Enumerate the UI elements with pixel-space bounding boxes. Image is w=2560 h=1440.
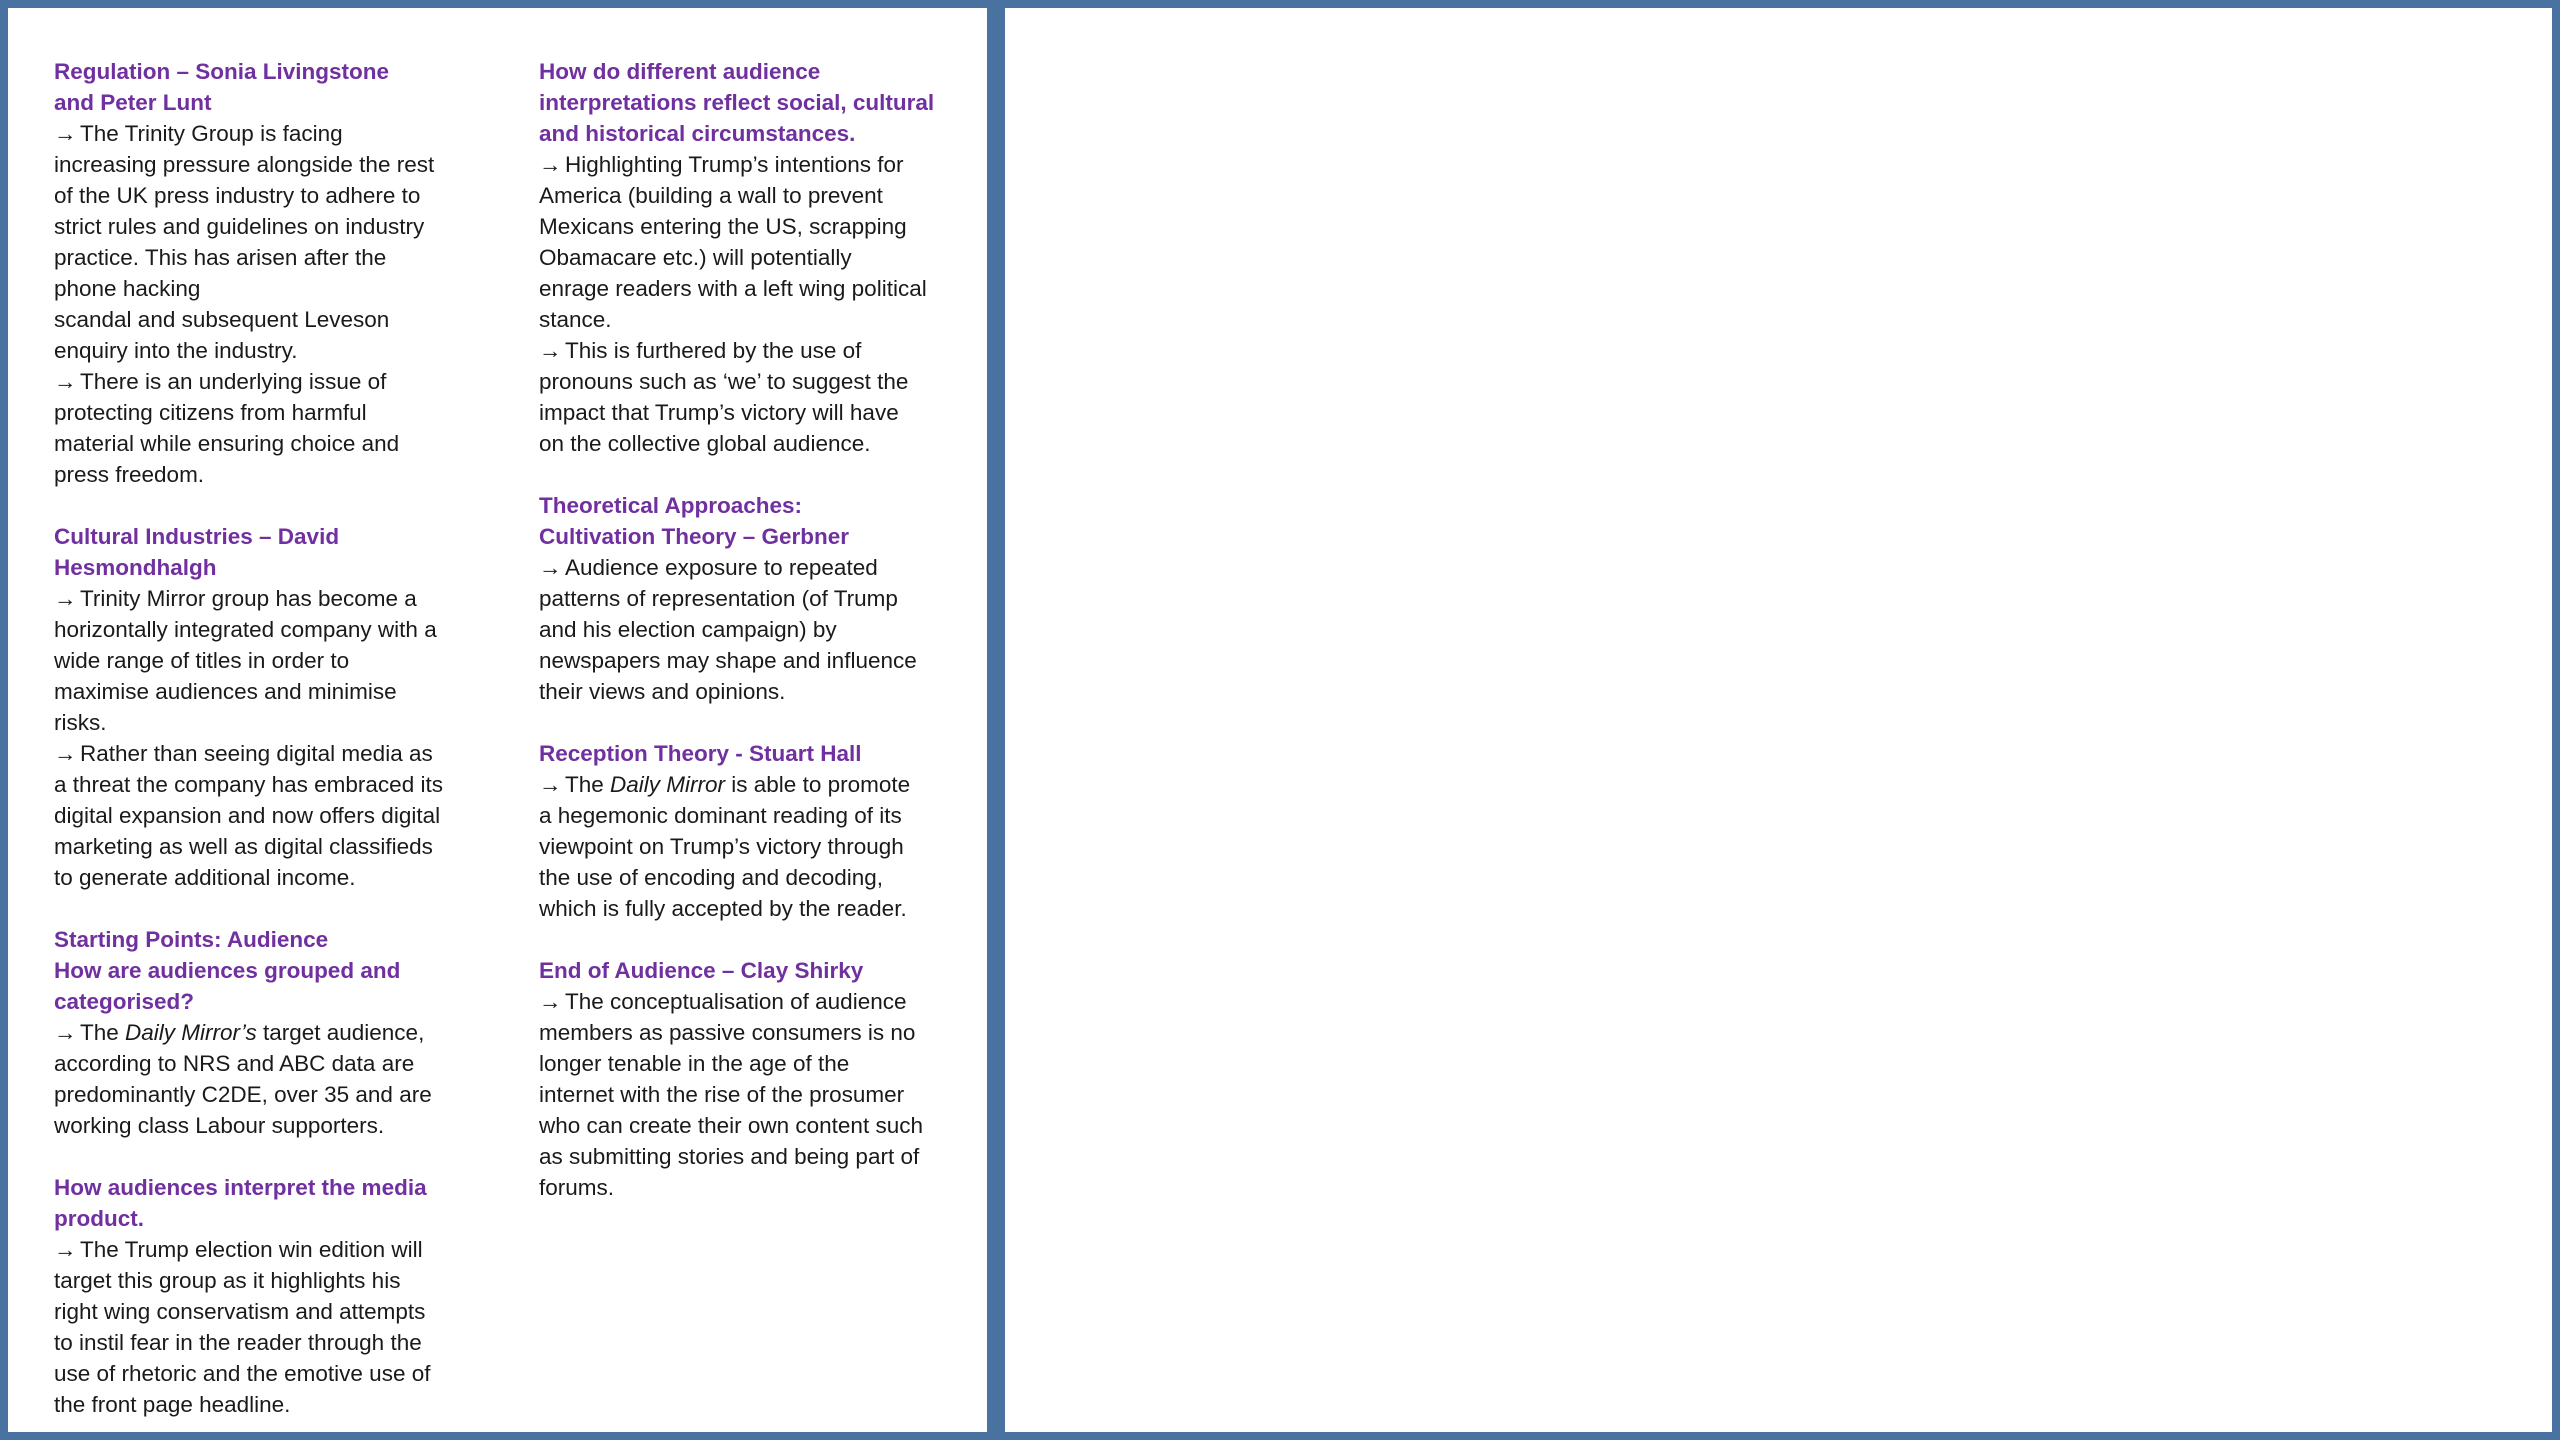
section-heading-interpretations: How do different audience interpretations reflect social, cultural and historical circumstances. (539, 59, 935, 146)
section-heading-interpret: How audiences interpret the media product. (54, 1175, 427, 1231)
bullet-point: → The Trinity Group is facing increasing pressure alongside the rest of the UK press industry to adhere to strict rules and guidelines on industry practice. This has arisen after the phone hacking scandal and subsequent Leveson enquiry into the industry. (54, 118, 479, 366)
bullet-point: → The conceptualisation of audience members as passive consumers is no longer tenable in the age of the internet with the rise of the prosumer who can create their own content such as submitting stories and being part of forums. (539, 986, 969, 1203)
arrow-icon: → (54, 1237, 77, 1262)
section-heading-reception: Reception Theory - Stuart Hall (539, 741, 862, 766)
arrow-icon: → (539, 989, 562, 1014)
section-heading-theoretical: Theoretical Approaches: Cultivation Theory – Gerbner (539, 493, 850, 549)
right-page-blank (1005, 8, 2552, 1432)
arrow-icon: → (539, 555, 562, 580)
arrow-icon: → (54, 586, 77, 611)
section-heading-regulation: Regulation – Sonia Livingstone and Peter Lunt (54, 59, 390, 115)
bullet-point: → The Daily Mirror is able to promote a hegemonic dominant reading of its viewpoint on Trump’s victory through the use of encoding and decoding, which is fully accepted by the reader. (539, 769, 969, 924)
bullet-point: → The Daily Mirror’s target audience, according to NRS and ABC data are predominantly C2DE, over 35 and are working class Labour supporters. (54, 1017, 479, 1141)
bullet-point: → The Trump election win edition will target this group as it highlights his right wing conservatism and attempts to instil fear in the reader through the use of rhetoric and the emotive use of the front page headline. (54, 1234, 479, 1420)
bullet-point: → There is an underlying issue of protecting citizens from harmful material while ensuring choice and press freedom. (54, 366, 479, 490)
arrow-icon: → (54, 369, 77, 394)
section-heading-end-of-audience: End of Audience – Clay Shirky (539, 958, 864, 983)
arrow-icon: → (54, 121, 77, 146)
bullet-point: → This is furthered by the use of pronouns such as ‘we’ to suggest the impact that Trump’s victory will have on the collective global audience. (539, 335, 969, 459)
section-heading-starting-points: Starting Points: Audience How are audiences grouped and categorised? (54, 927, 401, 1014)
section-heading-cultural-industries: Cultural Industries – David Hesmondhalgh (54, 524, 340, 580)
bullet-point: → Rather than seeing digital media as a threat the company has embraced its digital expansion and now offers digital marketing as well as digital classifieds to generate additional income. (54, 738, 479, 893)
arrow-icon: → (539, 772, 562, 797)
arrow-icon: → (54, 1020, 77, 1045)
arrow-icon: → (539, 152, 562, 177)
bullet-point: → Highlighting Trump’s intentions for America (building a wall to prevent Mexicans entering the US, scrapping Obamacare etc.) will potentially enrage readers with a left wing political stance. (539, 149, 969, 335)
left-page (8, 8, 987, 1432)
left-text-column (54, 56, 479, 1420)
bullet-point: → Audience exposure to repeated patterns of representation (of Trump and his election campaign) by newspapers may shape and influence their views and opinions. (539, 552, 969, 707)
bullet-point: → Trinity Mirror group has become a horizontally integrated company with a wide range of titles in order to maximise audiences and minimise risks. (54, 583, 479, 738)
arrow-icon: → (54, 741, 77, 766)
arrow-icon: → (539, 338, 562, 363)
right-text-column (539, 56, 969, 1203)
